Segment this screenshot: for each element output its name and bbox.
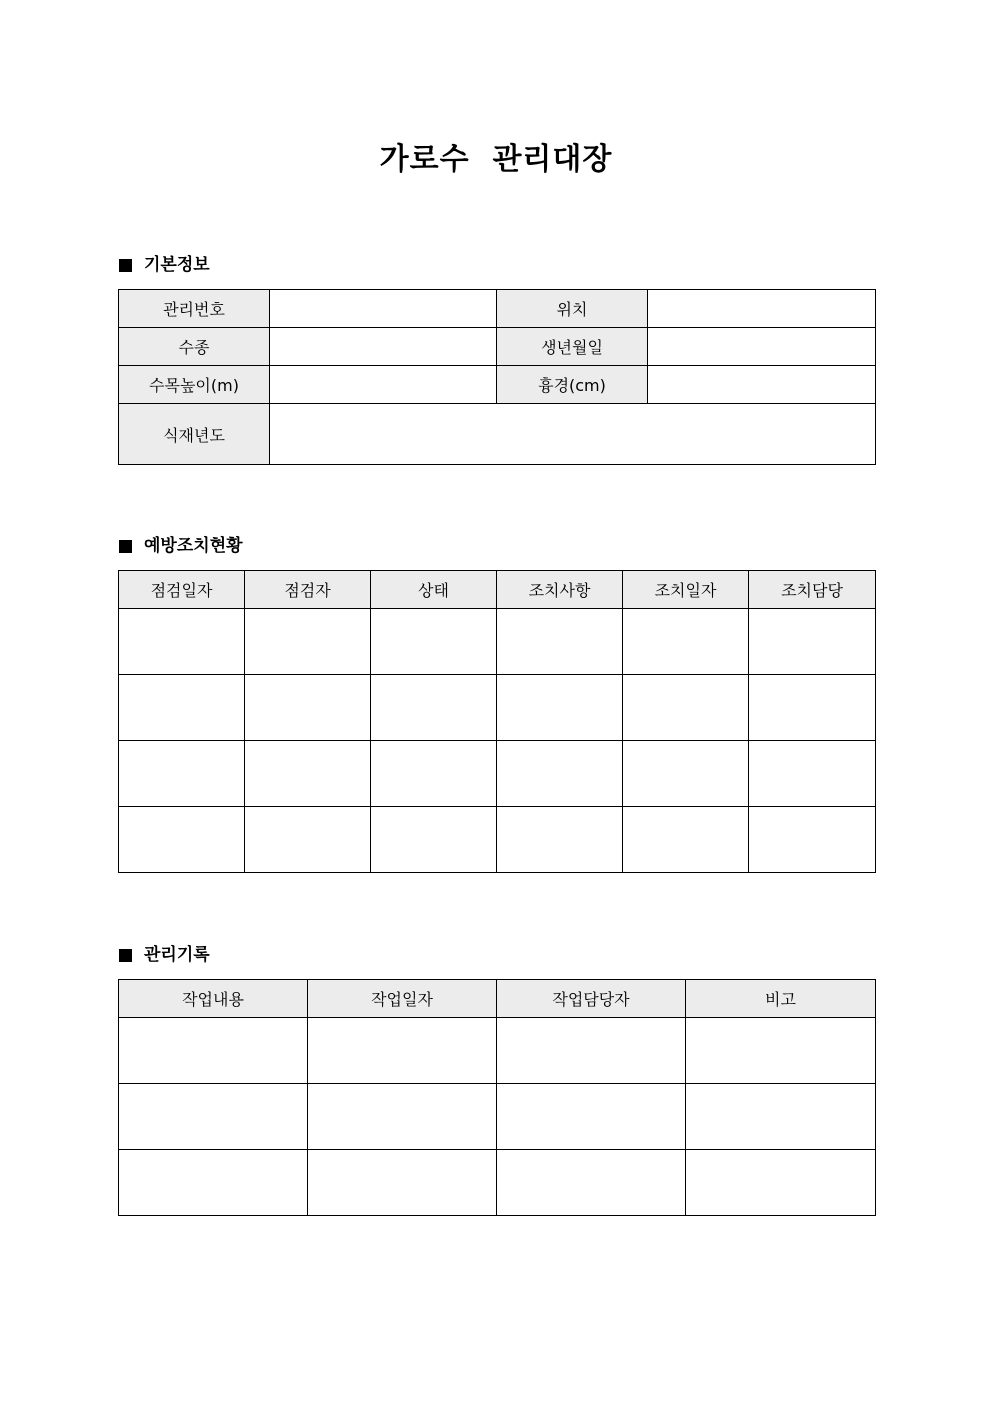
table-cell[interactable] bbox=[119, 741, 245, 807]
column-header-work-content: 작업내용 bbox=[119, 980, 308, 1018]
column-header-work-person: 작업담당자 bbox=[497, 980, 686, 1018]
table-cell[interactable] bbox=[497, 741, 623, 807]
label-species: 수종 bbox=[119, 328, 270, 366]
column-header-remarks: 비고 bbox=[686, 980, 876, 1018]
table-row bbox=[119, 609, 876, 675]
table-row bbox=[119, 1018, 876, 1084]
birth-date-field[interactable] bbox=[648, 328, 876, 366]
column-header-action-taken: 조치사항 bbox=[497, 571, 623, 609]
table-cell[interactable] bbox=[308, 1084, 497, 1150]
section-heading-prevention bbox=[119, 534, 243, 558]
label-management-number: 관리번호 bbox=[119, 290, 270, 328]
basic-info-table bbox=[118, 289, 876, 465]
table-cell[interactable] bbox=[497, 1084, 686, 1150]
table-cell[interactable] bbox=[749, 675, 876, 741]
label-location: 위치 bbox=[497, 290, 648, 328]
table-cell[interactable] bbox=[497, 609, 623, 675]
label-planting-year: 식재년도 bbox=[119, 404, 270, 465]
table-row bbox=[119, 290, 876, 328]
table-cell[interactable] bbox=[686, 1018, 876, 1084]
table-row bbox=[119, 675, 876, 741]
column-header-work-date: 작업일자 bbox=[308, 980, 497, 1018]
table-cell[interactable] bbox=[119, 675, 245, 741]
square-bullet-icon bbox=[119, 949, 132, 962]
table-cell[interactable] bbox=[371, 675, 497, 741]
table-row bbox=[119, 366, 876, 404]
square-bullet-icon bbox=[119, 540, 132, 553]
table-cell[interactable] bbox=[245, 741, 371, 807]
table-header-row bbox=[119, 980, 876, 1018]
location-field[interactable] bbox=[648, 290, 876, 328]
table-cell[interactable] bbox=[497, 807, 623, 873]
table-cell[interactable] bbox=[497, 675, 623, 741]
table-cell[interactable] bbox=[245, 609, 371, 675]
column-header-action-date: 조치일자 bbox=[623, 571, 749, 609]
table-header-row bbox=[119, 571, 876, 609]
section-heading-label: 예방조치현황 bbox=[144, 536, 243, 556]
table-row bbox=[119, 404, 876, 465]
section-heading-label: 관리기록 bbox=[144, 945, 210, 965]
table-cell[interactable] bbox=[119, 1150, 308, 1216]
table-cell[interactable] bbox=[119, 1018, 308, 1084]
section-heading-label: 기본정보 bbox=[144, 255, 210, 275]
species-field[interactable] bbox=[270, 328, 497, 366]
table-cell[interactable] bbox=[371, 609, 497, 675]
section-heading-basic-info bbox=[119, 253, 210, 277]
table-cell[interactable] bbox=[119, 609, 245, 675]
tree-height-field[interactable] bbox=[270, 366, 497, 404]
table-cell[interactable] bbox=[497, 1150, 686, 1216]
table-cell[interactable] bbox=[119, 807, 245, 873]
table-cell[interactable] bbox=[371, 741, 497, 807]
column-header-action-person: 조치담당 bbox=[749, 571, 876, 609]
table-cell[interactable] bbox=[623, 675, 749, 741]
table-cell[interactable] bbox=[371, 807, 497, 873]
table-cell[interactable] bbox=[686, 1084, 876, 1150]
table-cell[interactable] bbox=[749, 609, 876, 675]
prevention-table bbox=[118, 570, 876, 873]
table-row bbox=[119, 807, 876, 873]
chest-diameter-field[interactable] bbox=[648, 366, 876, 404]
column-header-status: 상태 bbox=[371, 571, 497, 609]
table-row bbox=[119, 328, 876, 366]
column-header-inspection-date: 점검일자 bbox=[119, 571, 245, 609]
table-cell[interactable] bbox=[308, 1150, 497, 1216]
table-cell[interactable] bbox=[623, 609, 749, 675]
table-cell[interactable] bbox=[623, 807, 749, 873]
table-cell[interactable] bbox=[749, 741, 876, 807]
table-cell[interactable] bbox=[686, 1150, 876, 1216]
table-row bbox=[119, 1084, 876, 1150]
table-cell[interactable] bbox=[308, 1018, 497, 1084]
table-cell[interactable] bbox=[245, 675, 371, 741]
label-birth-date: 생년월일 bbox=[497, 328, 648, 366]
label-tree-height: 수목높이(m) bbox=[119, 366, 270, 404]
management-log-table bbox=[118, 979, 876, 1216]
square-bullet-icon bbox=[119, 259, 132, 272]
table-cell[interactable] bbox=[119, 1084, 308, 1150]
table-row bbox=[119, 741, 876, 807]
section-heading-management-log bbox=[119, 943, 210, 967]
label-chest-diameter: 흉경(cm) bbox=[497, 366, 648, 404]
table-cell[interactable] bbox=[245, 807, 371, 873]
table-cell[interactable] bbox=[749, 807, 876, 873]
page-title: 가로수 관리대장 bbox=[379, 142, 613, 177]
table-cell[interactable] bbox=[497, 1018, 686, 1084]
management-number-field[interactable] bbox=[270, 290, 497, 328]
column-header-inspector: 점검자 bbox=[245, 571, 371, 609]
table-cell[interactable] bbox=[623, 741, 749, 807]
table-row bbox=[119, 1150, 876, 1216]
planting-year-field[interactable] bbox=[270, 404, 876, 465]
